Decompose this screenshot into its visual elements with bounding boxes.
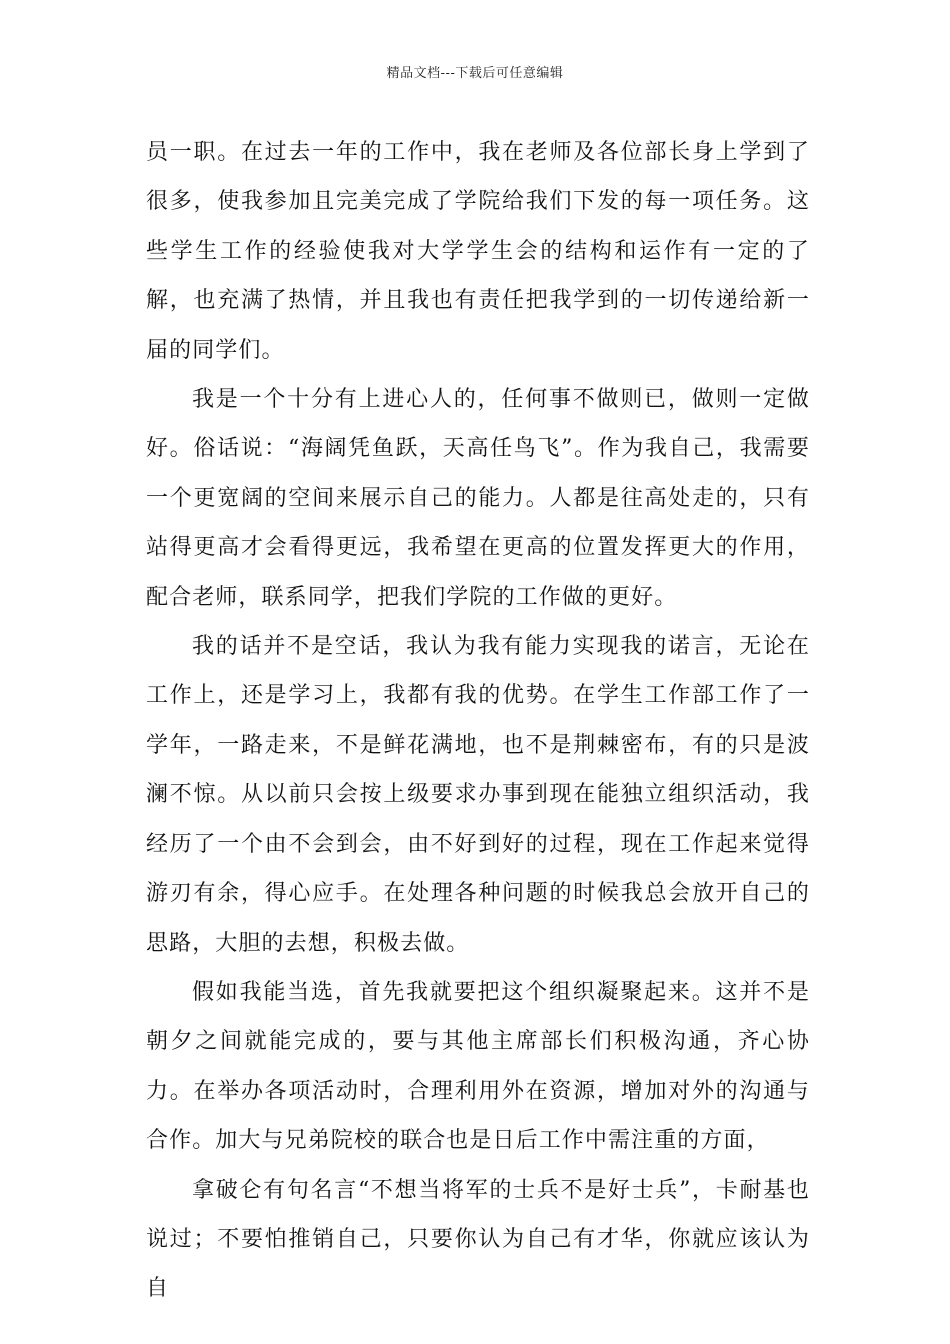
paragraph-experience: 我的话并不是空话，我认为我有能力实现我的诺言，无论在工作上，还是学习上，我都有我的优势。在学生工作部工作了一学年，一路走来，不是鲜花满地，也不是荆棘密布，有的只是波澜不惊。从以前只会按上级要求办事到现在能独立组织活动，我经历了一个由不会到会，由不好到好的过程，现在工作起来觉得游刃有余，得心应手。在处理各种问题的时候我总会放开自己的思路，大胆的去想，积极去做。 — [146, 634, 810, 956]
paragraph-plan: 假如我能当选，首先我就要把这个组织凝聚起来。这并不是朝夕之间就能完成的，要与其他主席部长们积极沟通，齐心协力。在举办各项活动时，合理利用外在资源，增加对外的沟通与合作。加大与兄弟院校的联合也是日后工作中需注重的方面， — [146, 979, 810, 1154]
document-body — [146, 128, 810, 1314]
paragraph-quote: 拿破仑有句名言“不想当将军的士兵不是好士兵”，卡耐基也说过；不要怕推销自己，只要你认为自己有才华，你就应该认为自 — [146, 1177, 810, 1302]
paragraph-motivation: 我是一个十分有上进心人的，任何事不做则已，做则一定做好。俗话说：“海阔凭鱼跃，天高任鸟飞”。作为我自己，我需要一个更宽阔的空间来展示自己的能力。人都是往高处走的，只有站得更高才会看得更远，我希望在更高的位置发挥更大的作用，配合老师，联系同学，把我们学院的工作做的更好。 — [146, 387, 810, 610]
page-header: 精品文档---下载后可任意编辑 — [386, 66, 564, 81]
paragraph-continued: 员一职。在过去一年的工作中，我在老师及各位部长身上学到了很多，使我参加且完美完成了学院给我们下发的每一项任务。这些学生工作的经验使我对大学学生会的结构和运作有一定的了解，也充满了热情，并且我也有责任把我学到的一切传递给新一届的同学们。 — [146, 140, 810, 363]
